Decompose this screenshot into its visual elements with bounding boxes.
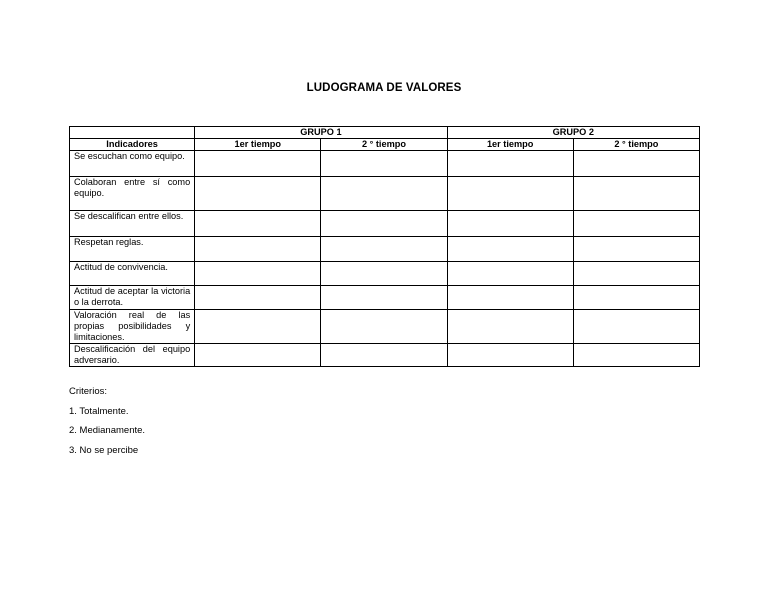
page-title: LUDOGRAMA DE VALORES <box>306 82 462 94</box>
indicators-header: Indicadores <box>70 139 195 151</box>
table-row <box>70 151 700 177</box>
score-cell[interactable] <box>195 344 321 367</box>
ludograma-table <box>69 126 700 367</box>
group-header-row <box>70 127 700 139</box>
time-header-row <box>70 139 700 151</box>
indicator-cell: Respetan reglas. <box>70 237 195 262</box>
group-2-time-1-header: 1er tiempo <box>447 139 573 151</box>
empty-corner-cell <box>70 127 195 139</box>
score-cell[interactable] <box>573 177 699 211</box>
score-cell[interactable] <box>573 262 699 286</box>
score-cell[interactable] <box>321 237 447 262</box>
score-cell[interactable] <box>195 310 321 344</box>
score-cell[interactable] <box>447 310 573 344</box>
score-cell[interactable] <box>447 211 573 237</box>
indicator-cell: Colaboran entre sí como equipo. <box>70 177 195 211</box>
table-row <box>70 177 700 211</box>
score-cell[interactable] <box>195 151 321 177</box>
group-2-header: GRUPO 2 <box>447 127 699 139</box>
score-cell[interactable] <box>195 177 321 211</box>
score-cell[interactable] <box>447 237 573 262</box>
score-cell[interactable] <box>321 262 447 286</box>
score-cell[interactable] <box>321 344 447 367</box>
score-cell[interactable] <box>573 286 699 310</box>
score-cell[interactable] <box>447 262 573 286</box>
group-1-header: GRUPO 1 <box>195 127 447 139</box>
table-row <box>70 262 700 286</box>
score-cell[interactable] <box>447 177 573 211</box>
score-cell[interactable] <box>573 151 699 177</box>
table-row <box>70 344 700 367</box>
score-cell[interactable] <box>573 344 699 367</box>
criteria-section <box>69 386 145 464</box>
table-row <box>70 286 700 310</box>
indicator-cell: Actitud de convivencia. <box>70 262 195 286</box>
score-cell[interactable] <box>573 237 699 262</box>
indicator-cell: Descalificación del equipo adversario. <box>70 344 195 367</box>
table-row <box>70 211 700 237</box>
criteria-item: 3. No se percibe <box>69 444 139 456</box>
score-cell[interactable] <box>573 310 699 344</box>
score-cell[interactable] <box>321 151 447 177</box>
score-cell[interactable] <box>573 211 699 237</box>
group-1-time-2-header: 2 ° tiempo <box>321 139 447 151</box>
score-cell[interactable] <box>447 151 573 177</box>
indicator-cell: Se escuchan como equipo. <box>70 151 195 177</box>
score-cell[interactable] <box>195 286 321 310</box>
score-cell[interactable] <box>321 177 447 211</box>
criteria-item: 2. Medianamente. <box>69 425 146 436</box>
indicator-cell: Actitud de aceptar la victoria o la derrota. <box>70 286 195 310</box>
score-cell[interactable] <box>321 286 447 310</box>
group-1-time-1-header: 1er tiempo <box>195 139 321 151</box>
indicator-cell: Se descalifican entre ellos. <box>70 211 195 237</box>
score-cell[interactable] <box>195 262 321 286</box>
indicator-cell: Valoración real de las propias posibilidades y limitaciones. <box>70 310 195 344</box>
score-cell[interactable] <box>447 286 573 310</box>
score-cell[interactable] <box>447 344 573 367</box>
score-cell[interactable] <box>195 211 321 237</box>
criteria-item: 1. Totalmente. <box>69 405 129 417</box>
score-cell[interactable] <box>195 237 321 262</box>
score-cell[interactable] <box>321 310 447 344</box>
table-row <box>70 310 700 344</box>
group-2-time-2-header: 2 ° tiempo <box>573 139 699 151</box>
table-row <box>70 237 700 262</box>
score-cell[interactable] <box>321 211 447 237</box>
criteria-heading: Criterios: <box>69 386 108 397</box>
